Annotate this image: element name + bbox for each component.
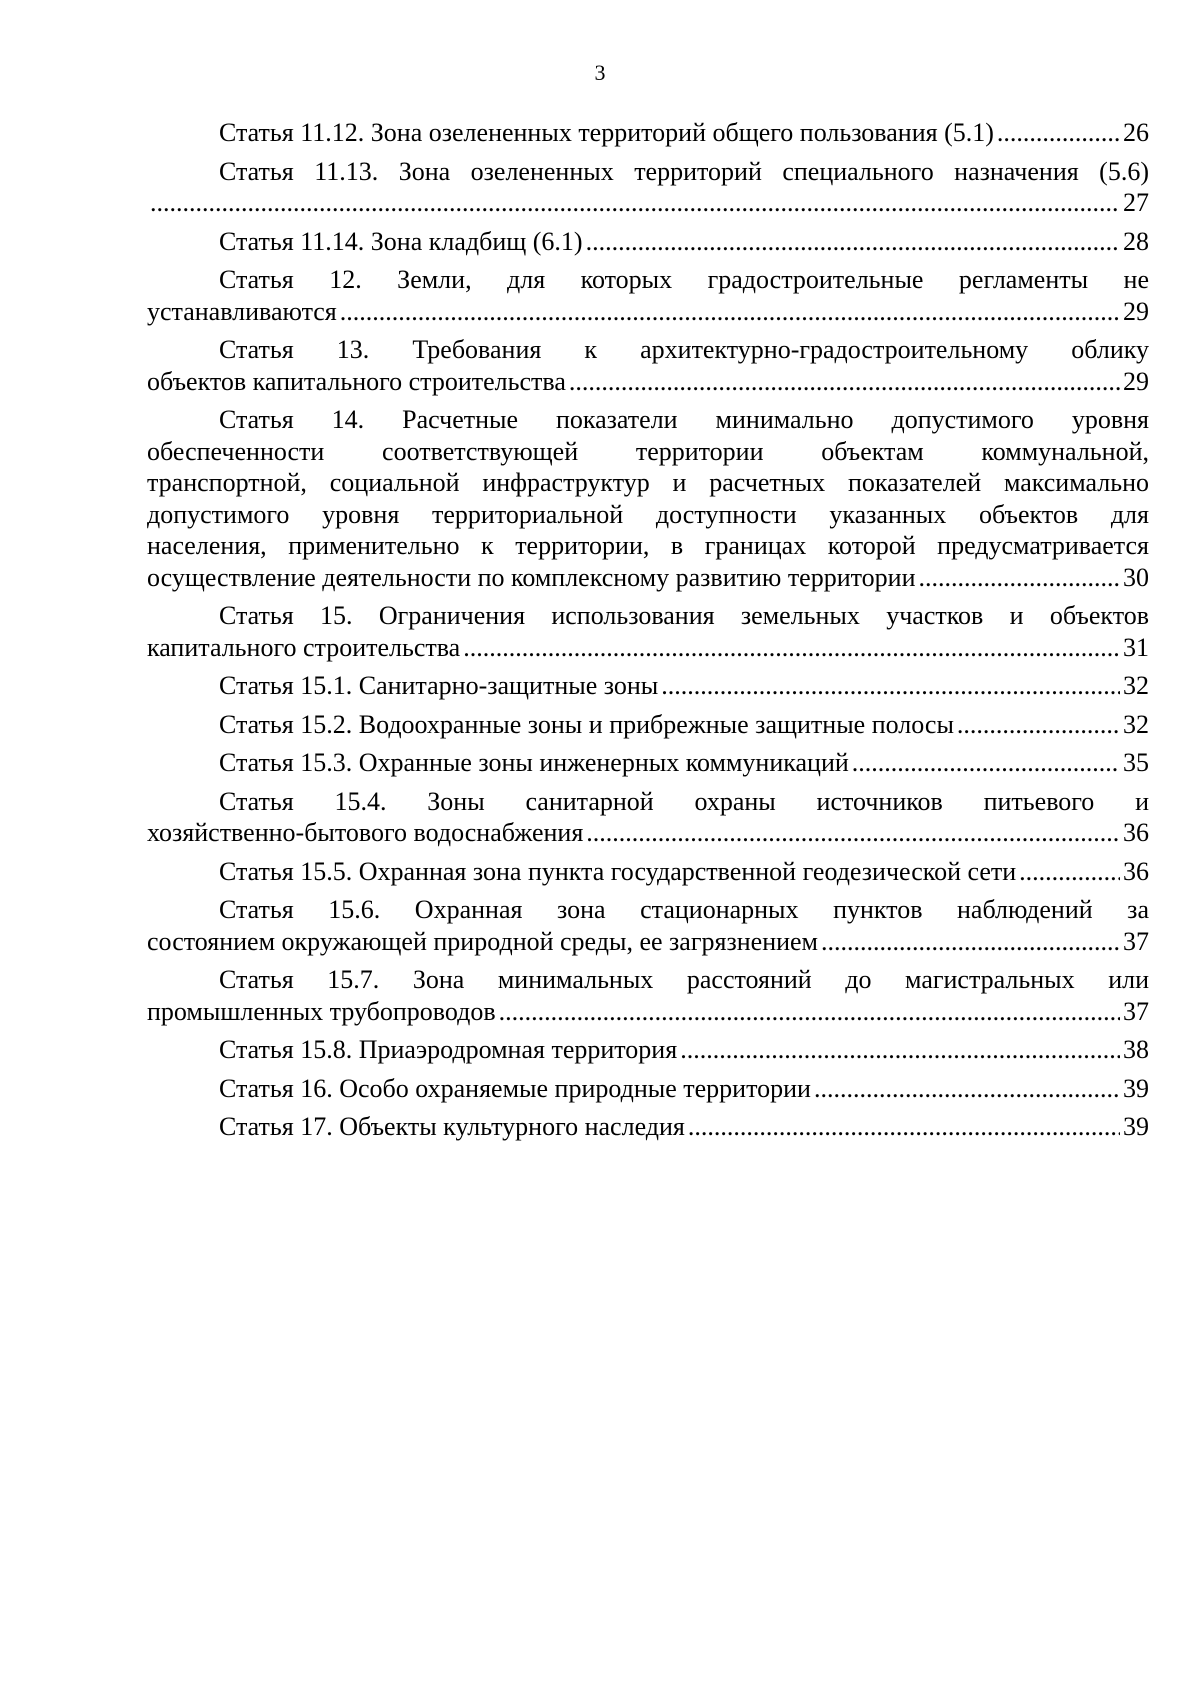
dot-leader [814,1073,1120,1105]
toc-entry-page: 37 [1123,996,1149,1026]
toc-entry-title: Статья 15.6. Охранная зона стационарных пунктов наблюдений за [219,895,1149,924]
dot-leader [821,926,1120,958]
toc-entry-page: 26 [1123,118,1149,147]
toc-line [147,817,1149,849]
toc-entry [147,786,1149,849]
toc-entry-title: Статья 17. Объекты культурного наследия [219,1112,685,1141]
toc-entry-title: Статья 15.5. Охранная зона пункта государственной геодезической сети [219,856,1017,886]
toc-line [147,404,1149,436]
toc-entry [147,264,1149,327]
toc-entry-title: Статья 15.3. Охранные зоны инженерных коммуникаций [219,748,849,777]
toc-line [147,366,1149,398]
toc-entry-title: капитального строительства [147,632,461,662]
toc-entry-title: Статья 12. Земли, для которых градостроительные регламенты не [219,265,1149,294]
toc-entry-title: Статья 15.2. Водоохранные зоны и прибрежные защитные полосы [219,709,954,739]
toc-line [147,467,1149,499]
toc-line [147,786,1149,818]
dot-leader [680,1034,1120,1066]
toc-entry-title: промышленных трубопроводов [147,996,496,1026]
toc-entry-page: 36 [1123,818,1149,847]
toc-entry-page: 30 [1123,562,1149,592]
toc-line [147,996,1149,1028]
toc-entry-page: 36 [1123,856,1149,886]
toc-entry-page: 32 [1123,671,1149,700]
toc-entry-title: Статья 15.4. Зоны санитарной охраны источников питьевого и [219,786,1149,816]
toc-line [147,156,1149,188]
toc-entry-page: 35 [1123,748,1149,777]
dot-leader [340,296,1120,328]
toc-line [147,296,1149,328]
toc-entry-title: состоянием окружающей природной среды, ее загрязнением [147,926,819,956]
toc-line [147,562,1149,594]
toc-entry-title: допустимого уровня территориальной доступности указанных объектов для [147,499,1149,529]
dot-leader [997,117,1120,149]
toc-entry [147,1111,1149,1143]
toc-line [147,334,1149,366]
toc-line [147,709,1149,741]
toc-line [147,530,1149,562]
dot-leader [463,632,1120,664]
toc-line [147,632,1149,664]
toc-entry [147,670,1149,702]
toc-entry-title: объектов капитального строительства [147,366,566,396]
table-of-contents [147,117,1149,1150]
toc-entry-title: обеспеченности соответствующей территории объектам коммунальной, [147,436,1149,466]
toc-entry-title: Статья 11.13. Зона озелененных территорий специального назначения (5.6) [219,156,1149,186]
toc-line [147,856,1149,888]
toc-entry-title: устанавливаются [147,296,337,326]
toc-line [147,436,1149,468]
toc-entry-title: Статья 11.12. Зона озелененных территорий общего пользования (5.1) [219,118,994,147]
toc-entry-title: транспортной, социальной инфраструктур и расчетных показателей максимально [147,468,1149,497]
dot-leader [586,226,1120,258]
toc-entry [147,964,1149,1027]
toc-entry [147,1034,1149,1066]
toc-line [147,670,1149,702]
dot-leader [957,709,1120,741]
toc-line [147,187,1149,219]
toc-entry [147,334,1149,397]
toc-entry-page: 31 [1123,632,1149,662]
toc-entry-title: Статья 16. Особо охраняемые природные территории [219,1073,811,1103]
toc-line [147,226,1149,258]
toc-line [147,600,1149,632]
toc-entry-page: 37 [1123,926,1149,956]
toc-entry-title: населения, применительно к территории, в границах которой предусматривается [147,531,1149,560]
toc-entry [147,600,1149,663]
toc-line [147,926,1149,958]
toc-entry-title: хозяйственно-бытового водоснабжения [147,818,584,847]
toc-line [147,499,1149,531]
toc-entry-page: 39 [1123,1112,1149,1141]
toc-line [147,964,1149,996]
dot-leader [661,670,1120,702]
toc-entry-title: Статья 15.7. Зона минимальных расстояний до магистральных или [219,965,1149,994]
dot-leader [586,817,1120,849]
toc-entry-page: 29 [1123,296,1149,326]
toc-entry-page: 39 [1123,1073,1149,1103]
dot-leader [499,996,1120,1028]
dot-leader [852,747,1120,779]
toc-entry-page: 32 [1123,709,1149,739]
toc-entry-title: Статья 15.1. Санитарно-защитные зоны [219,671,659,700]
dot-leader [919,562,1121,594]
toc-entry-title: Статья 13. Требования к архитектурно-градостроительному облику [219,335,1149,364]
toc-line [147,117,1149,149]
toc-entry-page: 27 [1123,188,1149,217]
toc-entry [147,747,1149,779]
toc-line [147,894,1149,926]
toc-line [147,1111,1149,1143]
toc-entry [147,117,1149,149]
toc-line [147,1034,1149,1066]
toc-entry-title: осуществление деятельности по комплексному развитию территории [147,562,916,592]
toc-line [147,264,1149,296]
toc-entry [147,709,1149,741]
dot-leader [688,1111,1120,1143]
toc-entry [147,856,1149,888]
dot-leader [569,366,1120,398]
toc-entry [147,1073,1149,1105]
toc-line [147,1073,1149,1105]
page-number: 3 [594,60,606,85]
toc-entry-title: Статья 15.8. Приаэродромная территория [219,1035,678,1064]
toc-entry-title: Статья 11.14. Зона кладбищ (6.1) [219,226,583,256]
toc-entry-page: 28 [1123,226,1149,256]
toc-line [147,747,1149,779]
dot-leader [150,187,1120,219]
toc-entry-page: 29 [1123,366,1149,396]
toc-entry [147,404,1149,593]
toc-entry-page: 38 [1123,1035,1149,1064]
toc-entry [147,226,1149,258]
toc-entry [147,894,1149,957]
dot-leader [1019,856,1120,888]
toc-entry [147,156,1149,219]
toc-entry-title: Статья 14. Расчетные показатели минимально допустимого уровня [219,405,1149,434]
toc-entry-title: Статья 15. Ограничения использования земельных участков и объектов [219,601,1149,630]
